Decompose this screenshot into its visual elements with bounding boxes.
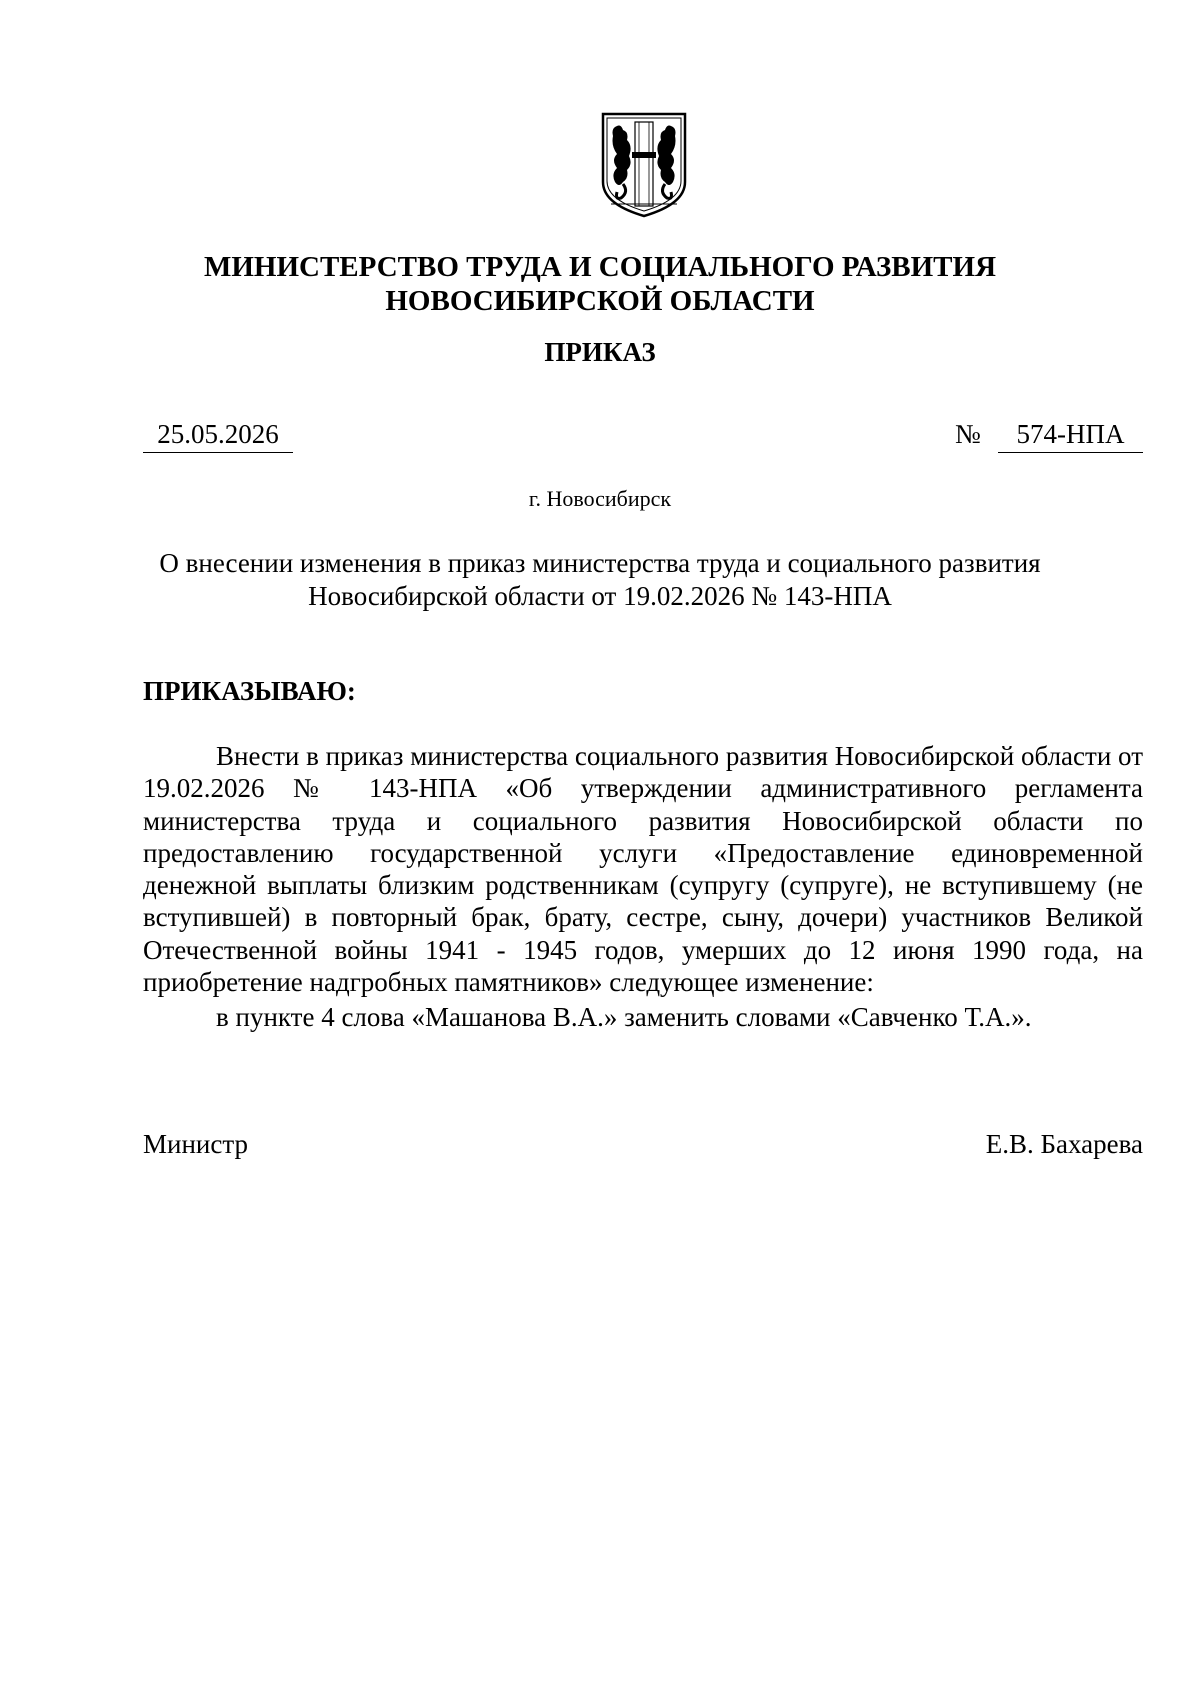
organization-name-line2: НОВОСИБИРСКОЙ ОБЛАСТИ — [385, 285, 815, 317]
order-change-item: в пункте 4 слова «Машанова В.А.» заменить словами «Савченко Т.А.». — [216, 1002, 1032, 1032]
organization-name-line1: МИНИСТЕРСТВО ТРУДА И СОЦИАЛЬНОГО РАЗВИТИЯ — [203, 251, 997, 283]
subject-line1: О внесении изменения в приказ министерства труда и социального развития — [159, 548, 1041, 578]
signer-title: Министр — [143, 1129, 248, 1159]
order-date: 25.05.2026 — [143, 418, 293, 453]
number-sign: № — [955, 419, 981, 449]
city-name: г. Новосибирск — [528, 486, 672, 511]
coat-of-arms-emblem — [599, 112, 689, 220]
subject-line2: Новосибирской области от 19.02.2026 № 143-НПА — [308, 581, 892, 611]
coat-of-arms-icon — [599, 112, 689, 220]
order-number: 574-НПА — [998, 418, 1143, 453]
order-paragraph: Внести в приказ министерства социального развития Новосибирской области от 19.02.2026 № 143-НПА «Об утверждении административного регламента министерства труда и социального развития Новосибирской области по предоставлению государственной услуги «Предоставление единовременной денежной выплаты близким родственникам (супругу (супруге), не вступившему (не вступившей) в повторный брак, брату, сестре, сыну, дочери) участников Великой Отечественной войны 1941 - 1945 годов, умерших до 12 июня 1990 года, на приобретение надгробных памятников» следующее изменение: — [143, 741, 1143, 998]
document-type-title: ПРИКАЗ — [544, 337, 656, 367]
signer-name: Е.В. Бахарева — [985, 1129, 1143, 1159]
order-heading: ПРИКАЗЫВАЮ: — [143, 676, 356, 706]
